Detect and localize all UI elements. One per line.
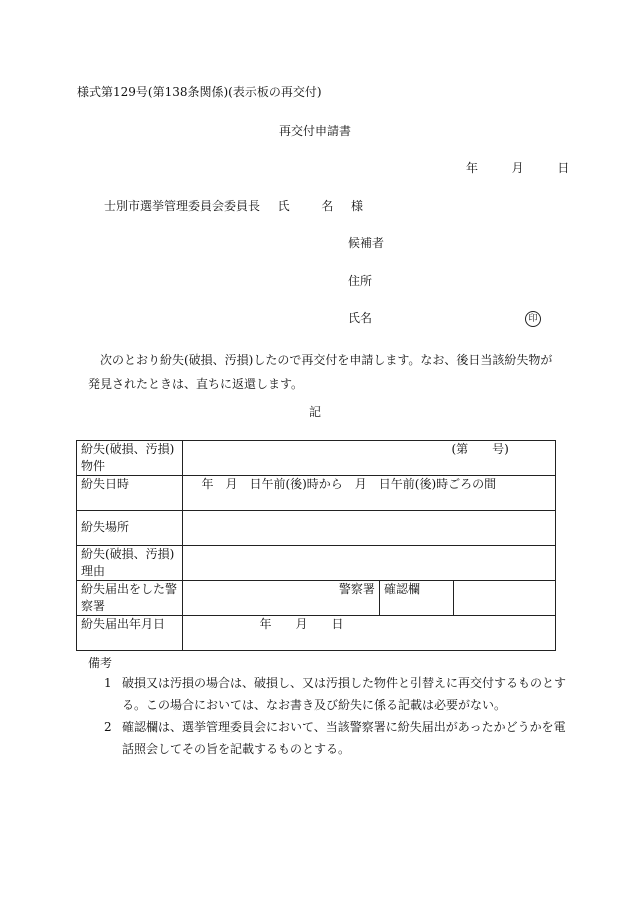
- request-line-2: 発見されたときは、直ちに返還します。: [88, 377, 304, 391]
- date-month: 月: [511, 161, 524, 175]
- row-label-place: 紛失場所: [77, 511, 183, 546]
- request-text: [88, 348, 558, 396]
- date-row: [466, 161, 569, 177]
- row-label-report-date: 紛失届出年月日: [77, 616, 183, 651]
- table-row: [77, 616, 556, 651]
- date-day: 日: [557, 161, 570, 175]
- addressee-mei: 名: [321, 199, 334, 213]
- addressee-org: 士別市選挙管理委員会委員長: [104, 199, 261, 213]
- date-year: 年: [466, 161, 479, 175]
- request-line-1: 次のとおり紛失(破損、汚損)したので再交付を申請します。なお、後日当該紛失物が: [100, 353, 553, 367]
- addressee: [104, 199, 363, 215]
- ki-heading: 記: [308, 405, 321, 419]
- addressee-shi: 氏: [277, 199, 290, 213]
- row-value-confirm: [453, 581, 555, 616]
- details-table: [76, 440, 556, 651]
- note-2-number: 2: [104, 720, 112, 734]
- note-1-number: 1: [104, 676, 112, 690]
- table-row: [77, 476, 556, 511]
- row-value-datetime: 年 月 日午前(後)時から 月 日午前(後)時ごろの間: [183, 476, 556, 511]
- row-value-police: 警察署: [183, 581, 380, 616]
- note-1-line-2: る。この場合においては、なお書き及び紛失に係る記載は必要がない。: [122, 698, 507, 712]
- row-label-reason: 紛失(破損、汚損) 理由: [77, 546, 183, 581]
- note-2-line-1: 確認欄は、選挙管理委員会において、当該警察署に紛失届出があったかどうかを電: [122, 720, 566, 734]
- seal-mark: 印: [525, 311, 541, 327]
- note-2-line-2: 話照会してその旨を記載するものとする。: [122, 742, 351, 756]
- document-title: 再交付申請書: [278, 124, 351, 138]
- row-label-datetime: 紛失日時: [77, 476, 183, 511]
- applicant-name: 氏名: [348, 311, 373, 325]
- table-row: [77, 546, 556, 581]
- row-value-reason: [183, 546, 556, 581]
- notes-heading: 備考: [88, 656, 113, 670]
- note-2: [104, 716, 566, 760]
- table-row: [77, 511, 556, 546]
- applicant-address: 住所: [348, 274, 373, 288]
- addressee-sama: 様: [351, 199, 364, 213]
- row-value-item: (第 号): [183, 441, 556, 476]
- applicant-candidate: 候補者: [348, 236, 385, 250]
- note-1: [104, 672, 567, 716]
- note-1-line-1: 破損又は汚損の場合は、破損し、又は汚損した物件と引替えに再交付するものとす: [122, 676, 567, 690]
- row-value-report-date: 年 月 日: [183, 616, 556, 651]
- table-row: [77, 581, 556, 616]
- row-value-place: [183, 511, 556, 546]
- row-label-confirm: 確認欄: [379, 581, 453, 616]
- row-label-police: 紛失届出をした警 察署: [77, 581, 183, 616]
- table-row: [77, 441, 556, 476]
- form-number: 様式第129号(第138条関係)(表示板の再交付): [77, 85, 322, 99]
- row-label-item: 紛失(破損、汚損) 物件: [77, 441, 183, 476]
